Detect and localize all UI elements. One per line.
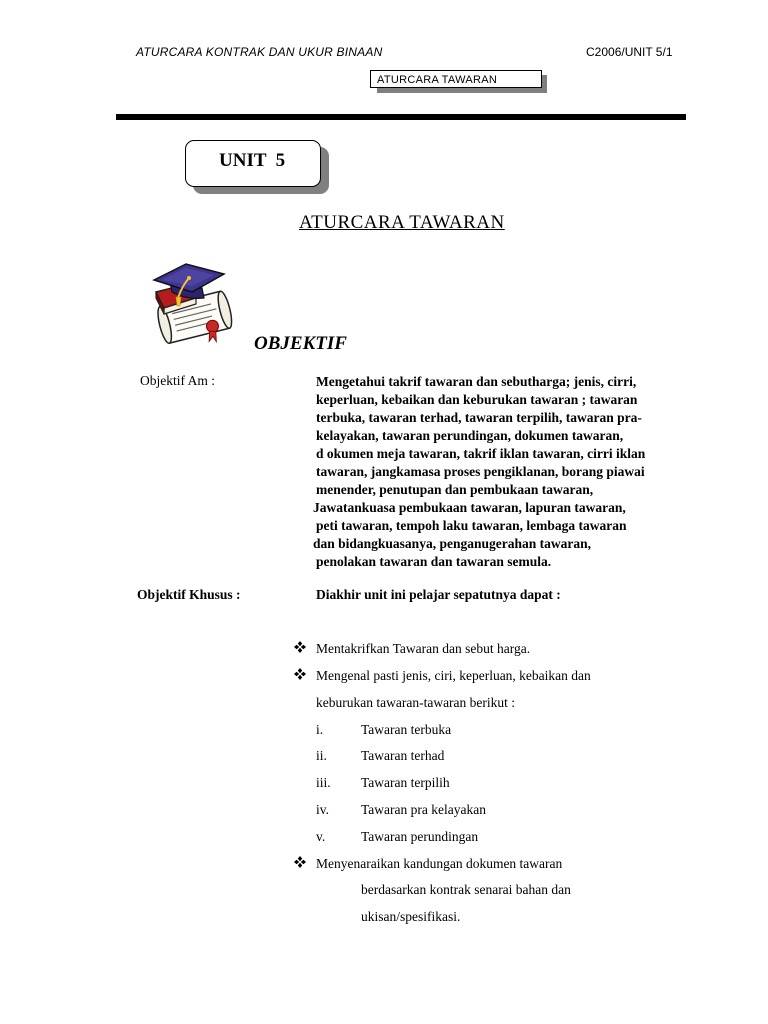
subitem-text: Tawaran terpilih [361,775,450,790]
subitem-number: iii. [316,775,331,790]
subitem-number: i. [316,722,324,737]
objektif-am-text [313,373,688,571]
subitem-text: Tawaran perundingan [361,829,479,844]
bullet-item [294,856,306,872]
bullet-text: Mengenal pasti jenis, ciri, keperluan, kebaikan dan [316,668,591,683]
objektif-am-label: Objektif Am : [140,373,215,388]
bullet-text-continuation: berdasarkan kontrak senarai bahan dan [361,882,571,897]
header-tag-label: ATURCARA TAWARAN [377,74,498,86]
bullet-text-continuation: keburukan tawaran-tawaran berikut : [316,695,516,710]
graduation-cap-diploma-icon [148,258,244,354]
bullet-text-continuation: ukisan/spesifikasi. [361,909,461,924]
header-page-code: C2006/UNIT 5/1 [586,45,673,59]
objektif-khusus-intro: Diakhir unit ini pelajar sepatutnya dapat : [316,587,561,602]
unit-label: UNIT 5 [219,150,286,171]
unit-box [185,140,321,187]
four-diamond-bullet-icon [294,641,306,653]
bullet-item [294,668,306,684]
objektif-am-line: penolakan tawaran dan tawaran semula. [316,554,552,569]
bullet-text: Menyenaraikan kandungan dokumen tawaran [316,856,563,871]
objektif-am-line: Mengetahui takrif tawaran dan sebutharga; jenis, cirri, [316,374,637,389]
header-tag [370,70,542,88]
subitem-number: ii. [316,748,327,763]
objektif-am-line: kelayakan, tawaran perundingan, dokumen tawaran, [316,428,624,443]
subitem-text: Tawaran terbuka [361,722,452,737]
objektif-am-line: terbuka, tawaran terhad, tawaran terpilih, tawaran pra- [316,410,642,425]
objektif-am-line: keperluan, kebaikan dan keburukan tawaran ; tawaran [316,392,638,407]
subitem-text: Tawaran terhad [361,748,445,763]
page-title: ATURCARA TAWARAN [299,212,505,233]
bullet-text: Mentakrifkan Tawaran dan sebut harga. [316,641,531,656]
objektif-am-line: Jawatankuasa pembukaan tawaran, lapuran tawaran, [313,500,626,515]
objektif-khusus-label: Objektif Khusus : [137,587,241,602]
four-diamond-bullet-icon [294,668,306,680]
four-diamond-bullet-icon [294,856,306,868]
objektif-am-line: dan bidangkuasanya, penganugerahan tawaran, [313,536,591,551]
objektif-am-line: d okumen meja tawaran, takrif iklan tawaran, cirri iklan [316,446,646,461]
objektif-am-line: menender, penutupan dan pembukaan tawaran, [316,482,594,497]
objektif-heading: OBJEKTIF [254,333,347,354]
subitem-text: Tawaran pra kelayakan [361,802,486,817]
subitem-number: v. [316,829,326,844]
subitem-number: iv. [316,802,329,817]
header-divider [116,114,686,120]
bullet-item [294,641,306,657]
objektif-am-line: peti tawaran, tempoh laku tawaran, lembaga tawaran [316,518,627,533]
objektif-am-line: tawaran, jangkamasa proses pengiklanan, borang piawai [316,464,645,479]
header-course-title: ATURCARA KONTRAK DAN UKUR BINAAN [136,45,383,59]
